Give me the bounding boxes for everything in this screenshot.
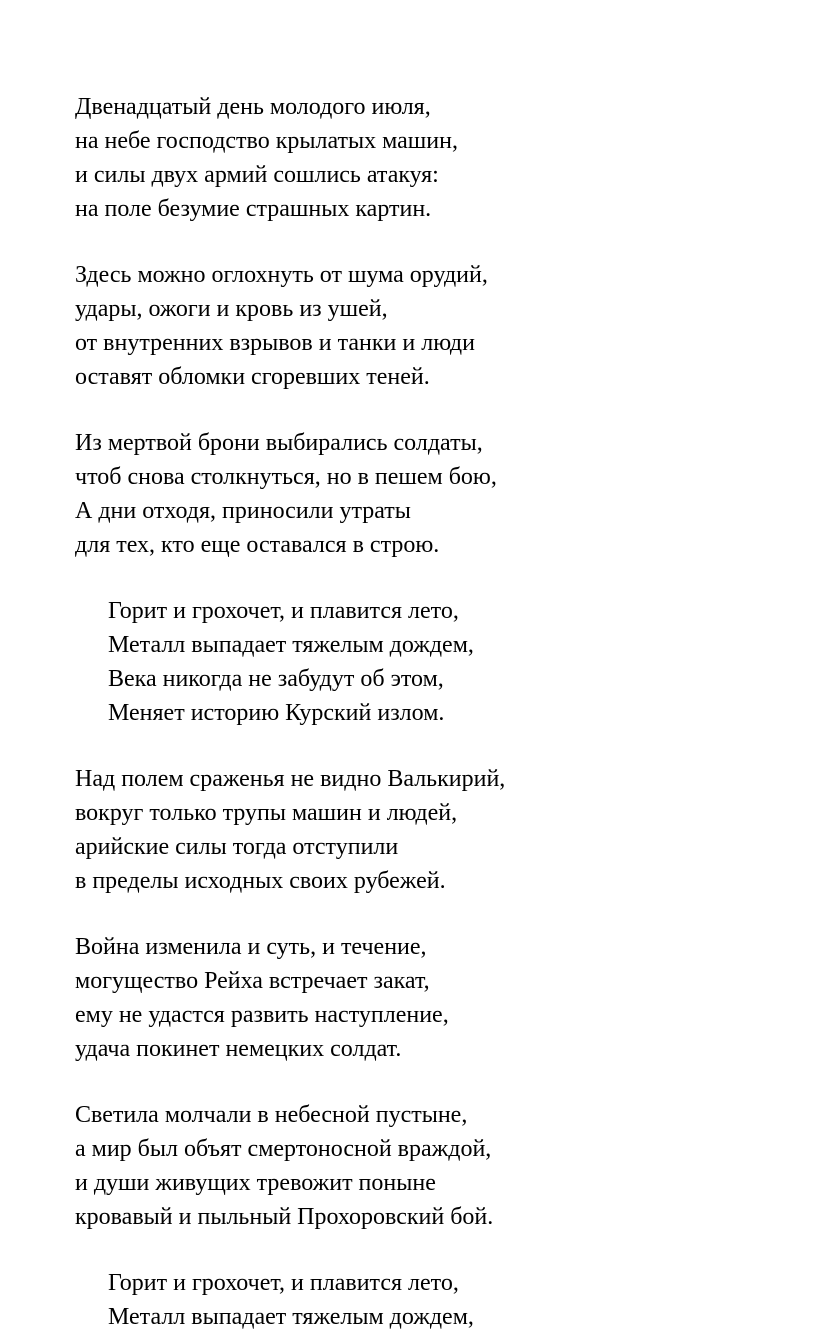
poem-line: Война изменила и суть, и течение, bbox=[75, 934, 427, 960]
stanza-1 bbox=[75, 90, 458, 226]
poem-line: Горит и грохочет, и плавится лето, bbox=[108, 598, 459, 624]
poem-line: на небе господство крылатых машин, bbox=[75, 128, 458, 154]
poem-line: от внутренних взрывов и танки и люди bbox=[75, 330, 475, 356]
stanza-3 bbox=[75, 426, 497, 562]
poem-line: для тех, кто еще оставался в строю. bbox=[75, 532, 440, 558]
poem-line: оставят обломки сгоревших теней. bbox=[75, 364, 430, 390]
poem-line: Двенадцатый день молодого июля, bbox=[75, 94, 431, 120]
poem-line: Здесь можно оглохнуть от шума орудий, bbox=[75, 262, 488, 288]
refrain-2 bbox=[108, 1266, 474, 1334]
poem-line: удары, ожоги и кровь из ушей, bbox=[75, 296, 388, 322]
poem-line: А дни отходя, приносили утраты bbox=[75, 498, 411, 524]
poem-line: Горит и грохочет, и плавится лето, bbox=[108, 1270, 459, 1296]
poem-line: Меняет историю Курский излом. bbox=[108, 700, 445, 726]
poem-line: а мир был объят смертоносной враждой, bbox=[75, 1136, 492, 1162]
poem-line: удача покинет немецких солдат. bbox=[75, 1036, 402, 1062]
poem-line: могущество Рейха встречает закат, bbox=[75, 968, 430, 994]
poem-line: и силы двух армий сошлись атакуя: bbox=[75, 162, 439, 188]
poem-line: Из мертвой брони выбирались солдаты, bbox=[75, 430, 483, 456]
poem-line: и души живущих тревожит поныне bbox=[75, 1170, 436, 1196]
poem-line: ему не удастся развить наступление, bbox=[75, 1002, 449, 1028]
poem-line: в пределы исходных своих рубежей. bbox=[75, 868, 446, 894]
stanza-5 bbox=[75, 762, 505, 898]
refrain-1 bbox=[108, 594, 474, 730]
poem-line: Металл выпадает тяжелым дождем, bbox=[108, 1304, 474, 1330]
poem-line: на поле безумие страшных картин. bbox=[75, 196, 432, 222]
poem-line: Металл выпадает тяжелым дождем, bbox=[108, 632, 474, 658]
stanza-2 bbox=[75, 258, 488, 394]
poem-line: Светила молчали в небесной пустыне, bbox=[75, 1102, 468, 1128]
poem-line: кровавый и пыльный Прохоровский бой. bbox=[75, 1204, 494, 1230]
poem-line: чтоб снова столкнуться, но в пешем бою, bbox=[75, 464, 497, 490]
stanza-6 bbox=[75, 930, 449, 1066]
poem-line: Над полем сраженья не видно Валькирий, bbox=[75, 766, 506, 792]
poem-line: арийские силы тогда отступили bbox=[75, 834, 399, 860]
poem-line: вокруг только трупы машин и людей, bbox=[75, 800, 458, 826]
poem-line: Века никогда не забудут об этом, bbox=[108, 666, 444, 692]
stanza-7 bbox=[75, 1098, 493, 1234]
